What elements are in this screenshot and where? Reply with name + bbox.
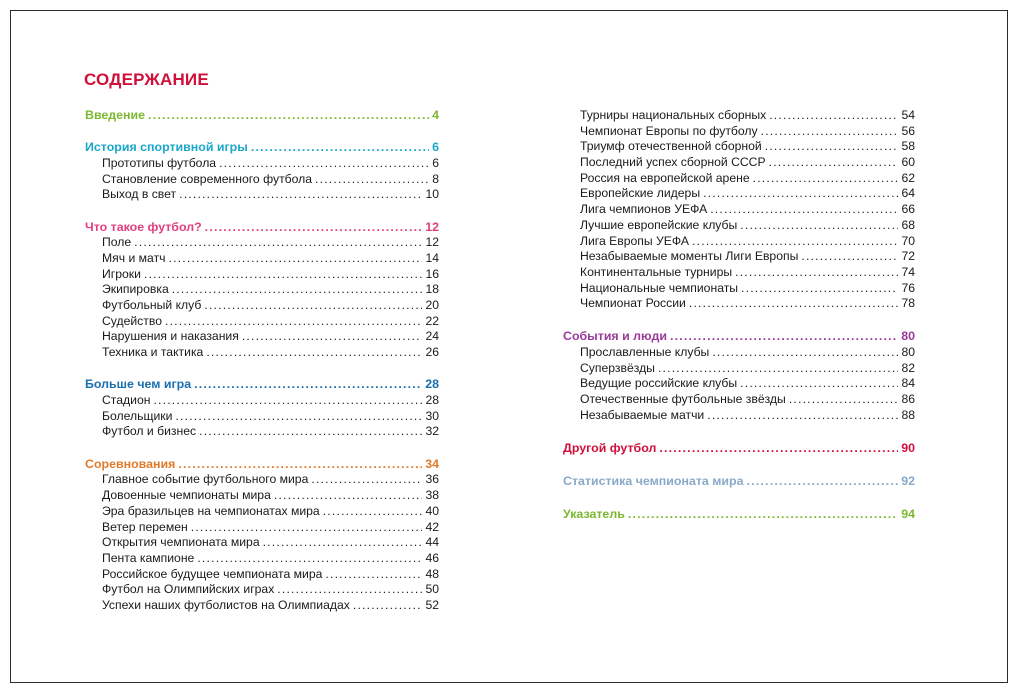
dot-leader (197, 551, 422, 567)
dot-leader (178, 457, 422, 473)
toc-label: Футбольный клуб (102, 298, 202, 313)
toc-label: Турниры национальных сборных (580, 108, 767, 122)
toc-entry[interactable] (85, 345, 439, 361)
toc-label: Эра бразильцев на чемпионатах мира (102, 503, 320, 518)
toc-page-number: 78 (901, 296, 915, 311)
toc-entry[interactable] (563, 139, 915, 155)
toc-page-number: 58 (901, 139, 915, 154)
toc-page-number: 6 (432, 140, 439, 155)
toc-page-number: 24 (425, 329, 439, 344)
toc-entry[interactable] (563, 361, 915, 377)
toc-page-number: 70 (901, 233, 915, 248)
toc-label: Ветер перемен (102, 519, 188, 534)
toc-section[interactable] (563, 474, 915, 490)
toc-section[interactable] (85, 140, 439, 156)
toc-page-number: 20 (425, 298, 439, 313)
toc-label: Судейство (102, 313, 162, 328)
toc-column-right (563, 108, 915, 523)
toc-entry[interactable] (563, 376, 915, 392)
dot-leader (134, 235, 422, 251)
dot-leader (741, 281, 898, 297)
toc-page-number: 48 (425, 566, 439, 581)
toc-label: Лига чемпионов УЕФА (580, 202, 708, 217)
toc-entry[interactable] (563, 186, 915, 202)
toc-label: Экипировка (102, 282, 169, 297)
toc-label: Футбол и бизнес (102, 424, 197, 439)
toc-entry[interactable] (85, 172, 439, 188)
toc-entry[interactable] (563, 171, 915, 187)
dot-leader (765, 139, 899, 155)
toc-page-number: 68 (901, 217, 915, 232)
toc-label: Статистика чемпионата мира (563, 473, 744, 488)
toc-entry[interactable] (85, 567, 439, 583)
dot-leader (659, 441, 898, 457)
toc-entry[interactable] (563, 281, 915, 297)
toc-section[interactable] (85, 377, 439, 393)
toc-entry[interactable] (563, 408, 915, 424)
dot-leader (323, 504, 423, 520)
toc-page-number: 12 (425, 235, 439, 250)
toc-entry[interactable] (85, 472, 439, 488)
toc-label: Введение (85, 108, 146, 122)
toc-page-number: 66 (901, 202, 915, 217)
toc-label: Прославленные клубы (580, 345, 710, 360)
toc-entry[interactable] (563, 392, 915, 408)
toc-label: Национальные чемпионаты (580, 280, 739, 295)
toc-page-number: 90 (901, 440, 915, 455)
dot-leader (753, 171, 899, 187)
dot-leader (703, 186, 898, 202)
toc-label: Больше чем игра (85, 377, 192, 392)
dot-leader (219, 156, 429, 172)
section-gap (563, 490, 915, 507)
toc-label: Стадион (102, 393, 151, 408)
toc-page-number: 22 (425, 313, 439, 328)
section-gap (85, 124, 439, 141)
toc-entry[interactable] (85, 488, 439, 504)
toc-entry[interactable] (85, 551, 439, 567)
section-gap (85, 361, 439, 378)
toc-label: История спортивной игры (85, 140, 248, 155)
toc-entry[interactable] (85, 535, 439, 551)
dot-leader (740, 376, 898, 392)
toc-entry[interactable] (85, 251, 439, 267)
toc-label: Поле (102, 235, 132, 250)
dot-leader (769, 155, 899, 171)
toc-entry[interactable] (85, 393, 439, 409)
toc-entry[interactable] (563, 249, 915, 265)
dot-leader (191, 520, 423, 536)
toc-page-number: 92 (901, 473, 915, 488)
toc-entry[interactable] (563, 265, 915, 281)
toc-label: Выход в свет (102, 187, 177, 202)
toc-page-number: 72 (901, 249, 915, 264)
toc-label: Ведущие российские клубы (580, 376, 738, 391)
toc-page-number: 74 (901, 264, 915, 279)
toc-page-number: 44 (425, 535, 439, 550)
toc-entry[interactable] (85, 424, 439, 440)
dot-leader (204, 298, 422, 314)
dot-leader (769, 108, 898, 124)
toc-label: Россия на европейской арене (580, 170, 750, 185)
toc-page-number: 84 (901, 376, 915, 391)
toc-label: Российское будущее чемпионата мира (102, 566, 323, 581)
toc-entry[interactable] (85, 298, 439, 314)
dot-leader (153, 393, 422, 409)
dot-leader (169, 251, 423, 267)
dot-leader (206, 345, 422, 361)
toc-label: Мяч и матч (102, 251, 166, 265)
toc-label: События и люди (563, 329, 667, 344)
dot-leader (251, 140, 429, 156)
toc-label: Прототипы футбола (102, 155, 217, 170)
dot-leader (199, 424, 422, 440)
dot-leader (707, 408, 898, 424)
toc-label: Последний успех сборной СССР (580, 155, 766, 170)
toc-entry[interactable] (85, 156, 439, 172)
toc-page-number: 38 (425, 488, 439, 503)
dot-leader (194, 377, 422, 393)
dot-leader (689, 296, 899, 312)
section-gap (85, 203, 439, 220)
toc-entry[interactable] (563, 108, 915, 124)
toc-entry[interactable] (85, 267, 439, 283)
toc-label: Соревнования (85, 456, 176, 471)
dot-leader (746, 474, 898, 490)
toc-section[interactable] (563, 507, 915, 523)
toc-page-number: 32 (425, 424, 439, 439)
toc-label: Открытия чемпионата мира (102, 535, 260, 550)
toc-label: Континентальные турниры (580, 264, 733, 279)
toc-page-number: 86 (901, 392, 915, 407)
dot-leader (712, 345, 898, 361)
toc-page-number: 12 (425, 219, 439, 234)
toc-page-number: 52 (425, 597, 439, 612)
toc-page-number: 26 (425, 345, 439, 360)
toc-label: Техника и тактика (102, 345, 204, 360)
toc-label: Успехи наших футболистов на Олимпиадах (102, 597, 350, 612)
toc-page-number: 36 (425, 472, 439, 487)
dot-leader (628, 507, 898, 523)
toc-label: Нарушения и наказания (102, 329, 239, 344)
toc-page-number: 76 (901, 280, 915, 295)
dot-leader (315, 172, 429, 188)
dot-leader (263, 535, 423, 551)
toc-page-number: 62 (901, 170, 915, 185)
dot-leader (761, 124, 899, 140)
dot-leader (692, 234, 898, 250)
dot-leader (801, 249, 898, 265)
toc-entry[interactable] (563, 234, 915, 250)
toc-page-number: 8 (432, 171, 439, 186)
dot-leader (353, 598, 423, 614)
dot-leader (789, 392, 899, 408)
toc-page-number: 28 (425, 377, 439, 392)
dot-leader (242, 329, 423, 345)
dot-leader (274, 488, 423, 504)
toc-entry[interactable] (563, 296, 915, 312)
toc-label: Чемпионат России (580, 296, 686, 311)
dot-leader (735, 265, 898, 281)
toc-label: Незабываемые моменты Лиги Европы (580, 249, 799, 264)
toc-column-left (85, 108, 439, 614)
toc-entry[interactable] (85, 187, 439, 203)
toc-section[interactable] (85, 220, 439, 236)
section-gap (563, 312, 915, 329)
toc-entry[interactable] (85, 598, 439, 614)
dot-leader (175, 409, 422, 425)
section-gap (563, 457, 915, 474)
toc-entry[interactable] (85, 282, 439, 298)
toc-section[interactable] (563, 441, 915, 457)
dot-leader (148, 108, 429, 124)
toc-entry[interactable] (85, 582, 439, 598)
toc-entry[interactable] (85, 314, 439, 330)
toc-page-number: 56 (901, 123, 915, 138)
toc-entry[interactable] (563, 218, 915, 234)
dot-leader (658, 361, 898, 377)
toc-label: Триумф отечественной сборной (580, 139, 762, 154)
toc-label: Футбол на Олимпийских играх (102, 582, 275, 597)
toc-label: Лига Европы УЕФА (580, 233, 690, 248)
toc-page-number: 54 (901, 108, 915, 122)
dot-leader (670, 329, 898, 345)
toc-label: Довоенные чемпионаты мира (102, 488, 271, 503)
toc-page-number: 42 (425, 519, 439, 534)
toc-page-number: 50 (425, 582, 439, 597)
dot-leader (277, 582, 422, 598)
toc-entry[interactable] (85, 409, 439, 425)
toc-label: Чемпионат Европы по футболу (580, 123, 758, 138)
dot-leader (144, 267, 423, 283)
dot-leader (179, 187, 422, 203)
toc-entry[interactable] (85, 235, 439, 251)
section-gap (85, 440, 439, 457)
toc-page-number: 94 (901, 507, 915, 521)
toc-page-number: 34 (425, 456, 439, 471)
toc-label: Главное событие футбольного мира (102, 472, 309, 487)
toc-page-number: 10 (425, 187, 439, 202)
toc-page-number: 28 (425, 393, 439, 408)
toc-page-number: 4 (432, 108, 439, 122)
toc-page-number: 6 (432, 155, 439, 170)
toc-page-number: 14 (425, 251, 439, 265)
toc-label: Становление современного футбола (102, 171, 313, 186)
toc-entry[interactable] (563, 124, 915, 140)
toc-entry[interactable] (563, 155, 915, 171)
toc-label: Лучшие европейские клубы (580, 217, 738, 232)
dot-leader (172, 282, 423, 298)
toc-label: Что такое футбол? (85, 219, 202, 234)
toc-label: Суперзвёзды (580, 360, 655, 375)
dot-leader (205, 220, 423, 236)
toc-entry[interactable] (563, 202, 915, 218)
dot-leader (165, 314, 422, 330)
toc-label: Незабываемые матчи (580, 407, 705, 422)
toc-label: Отечественные футбольные звёзды (580, 392, 786, 407)
toc-section[interactable] (85, 457, 439, 473)
toc-page-number: 80 (901, 345, 915, 360)
toc-section[interactable] (563, 329, 915, 345)
toc-page-number: 80 (901, 329, 915, 344)
toc-label: Пента кампионе (102, 550, 195, 565)
dot-leader (710, 202, 898, 218)
toc-label: Указатель (563, 507, 625, 521)
toc-page-number: 82 (901, 360, 915, 375)
toc-entry[interactable] (85, 504, 439, 520)
toc-page-number: 88 (901, 407, 915, 422)
toc-label: Болельщики (102, 408, 173, 423)
toc-page-number: 46 (425, 550, 439, 565)
toc-entry[interactable] (563, 345, 915, 361)
toc-entry[interactable] (85, 520, 439, 536)
toc-page-number: 16 (425, 266, 439, 281)
toc-page-number: 60 (901, 155, 915, 170)
toc-page-number: 30 (425, 408, 439, 423)
toc-section[interactable] (85, 108, 439, 124)
toc-page-number: 40 (425, 503, 439, 518)
toc-label: Игроки (102, 266, 141, 281)
toc-page-number: 64 (901, 186, 915, 201)
page-title: СОДЕРЖАНИЕ (84, 70, 209, 89)
toc-entry[interactable] (85, 329, 439, 345)
toc-label: Европейские лидеры (580, 186, 701, 201)
dot-leader (311, 472, 422, 488)
toc-label: Другой футбол (563, 440, 657, 455)
toc-page-number: 18 (425, 282, 439, 297)
dot-leader (740, 218, 898, 234)
section-gap (563, 423, 915, 440)
dot-leader (325, 567, 422, 583)
